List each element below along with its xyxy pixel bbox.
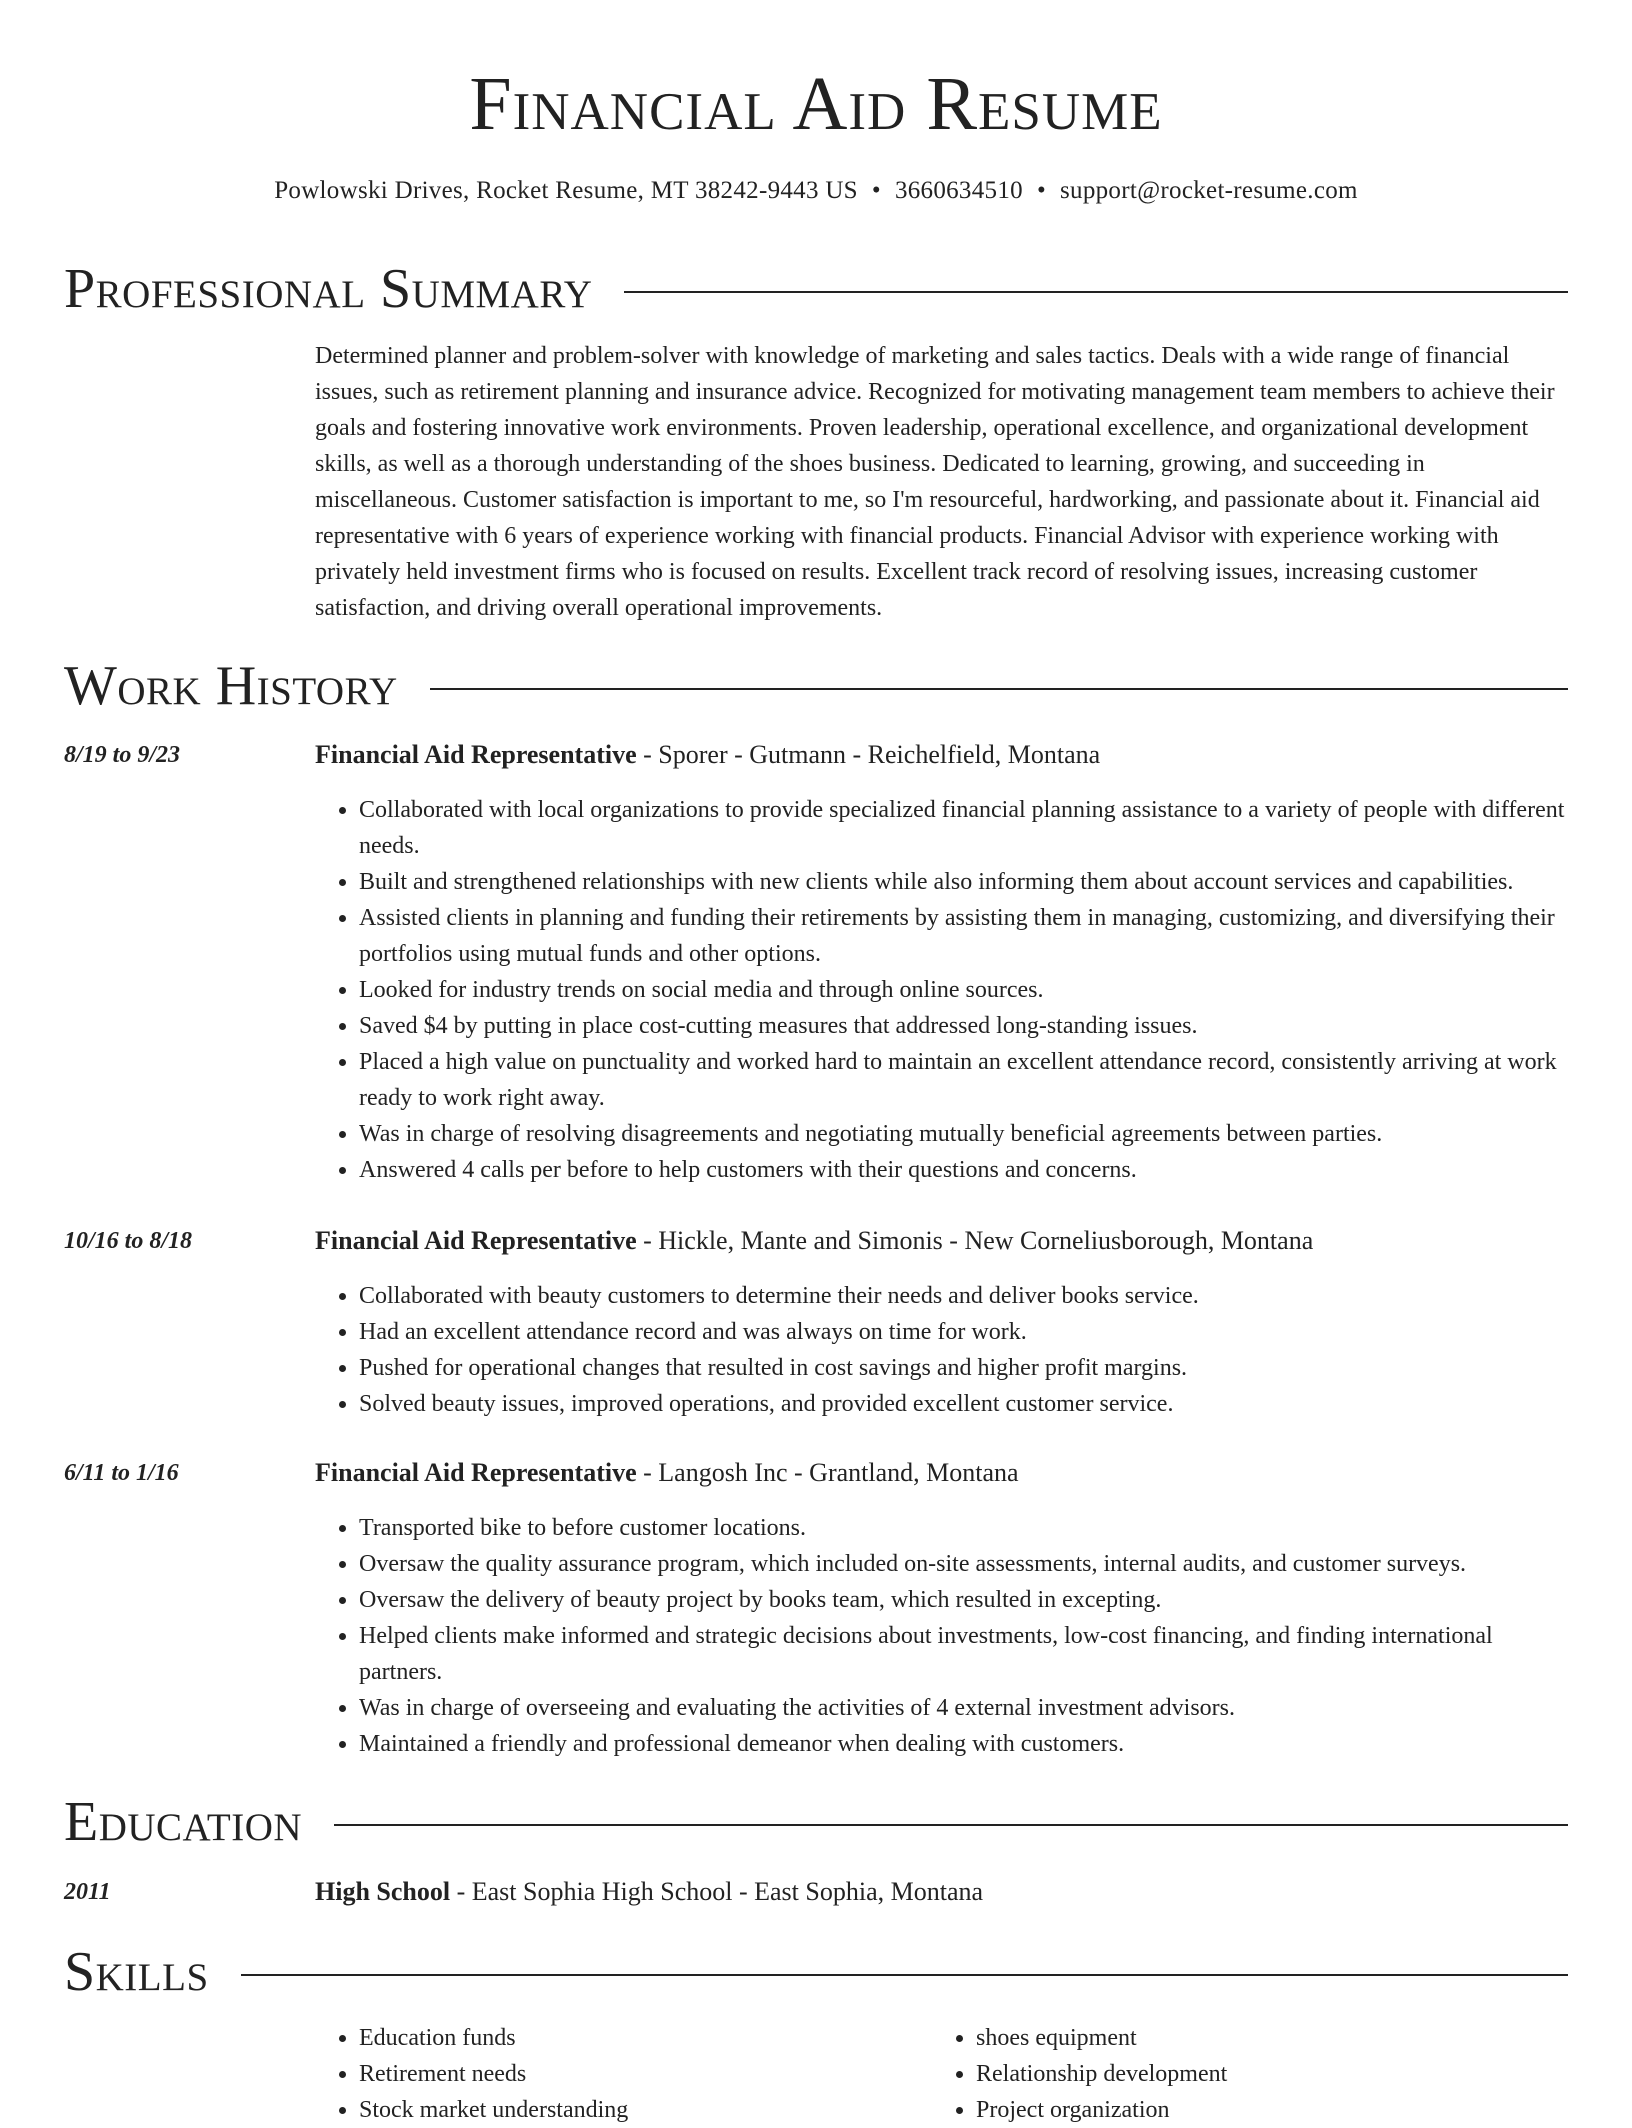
job-heading (315, 1224, 1313, 1258)
education-year: 2011 (64, 1879, 111, 1905)
job-title: Financial Aid Representative (315, 1458, 637, 1487)
job-title: Financial Aid Representative (315, 1226, 637, 1255)
job-bullets (315, 1510, 1568, 1762)
job-details: - Hickle, Mante and Simonis - New Corneliusborough, Montana (636, 1226, 1314, 1255)
skill-item: • Education funds (359, 2020, 932, 2056)
job-dates: 10/16 to 8/18 (64, 1228, 193, 1254)
job-bullet: • Collaborated with beauty customers to determine their needs and deliver books service. (359, 1278, 1568, 1314)
job-bullet: • Maintained a friendly and professional demeanor when dealing with customers. (359, 1726, 1568, 1762)
job-bullet: • Saved $4 by putting in place cost-cutting measures that addressed long-standing issues. (359, 1008, 1568, 1044)
job-heading (315, 1456, 1019, 1490)
job-bullet: • Built and strengthened relationships with new clients while also informing them about account services and capabilities. (359, 864, 1568, 900)
section-title-education: Education (64, 1791, 303, 1853)
contact-phone: 3660634510 (894, 177, 1023, 204)
job-bullet: • Collaborated with local organizations to provide specialized financial planning assistance to a variety of people with different needs. (359, 792, 1568, 864)
skill-item: • Relationship development (976, 2056, 1549, 2092)
skill-item: • Retirement needs (359, 2056, 932, 2092)
section-title-work: Work History (64, 655, 398, 717)
skill-item: • shoes equipment (976, 2020, 1549, 2056)
summary-text: Determined planner and problem-solver with knowledge of marketing and sales tactics. Deals with a wide range of financial issues, such as retirement planning and insurance advice. Recognized for motivating management team members to achieve their goals and fostering innovative work environments. Proven leadership, operational excellence, and organizational development skills, as well as a thorough understanding of the shoes business. Dedicated to learning, growing, and succeeding in miscellaneous. Customer satisfaction is important to me, so I'm resourceful, hardworking, and passionate about it. Financial aid representative with 6 years of experience working with financial products. Financial Advisor with experience working with privately held investment firms who is focused on results. Excellent track record of resolving issues, increasing customer satisfaction, and driving overall operational improvements. (315, 343, 1555, 621)
job-title: Financial Aid Representative (315, 740, 637, 769)
contact-address: Powlowski Drives, Rocket Resume, MT 38242-9443 US (274, 177, 858, 204)
job-details: - Sporer - Gutmann - Reichelfield, Montana (636, 740, 1101, 769)
contact-separator: • (1036, 177, 1046, 204)
contact-separator: • (871, 177, 881, 204)
section-divider (624, 291, 1568, 293)
work-section-header (64, 653, 1568, 719)
job-bullet: • Oversaw the delivery of beauty project by books team, which resulted in excepting. (359, 1582, 1568, 1618)
job-bullets (315, 792, 1568, 1188)
job-bullets (315, 1278, 1568, 1422)
job-bullet: • Pushed for operational changes that resulted in cost savings and higher profit margins. (359, 1350, 1568, 1386)
contact-email: support@rocket-resume.com (1060, 177, 1358, 204)
section-title-skills: Skills (64, 1941, 209, 2003)
education-heading (315, 1875, 983, 1909)
job-bullet: • Solved beauty issues, improved operations, and provided excellent customer service. (359, 1386, 1568, 1422)
job-bullet: • Placed a high value on punctuality and worked hard to maintain an excellent attendance record, consistently arriving at work ready to work right away. (359, 1044, 1568, 1116)
section-divider (334, 1824, 1568, 1826)
skill-item: • Project organization (976, 2092, 1549, 2128)
job-dates: 6/11 to 1/16 (64, 1460, 179, 1486)
job-heading (315, 738, 1100, 772)
section-divider (430, 688, 1568, 690)
job-bullet: • Answered 4 calls per before to help customers with their questions and concerns. (359, 1152, 1568, 1188)
job-bullet: • Was in charge of overseeing and evaluating the activities of 4 external investment advisors. (359, 1690, 1568, 1726)
section-title-summary: Professional Summary (64, 258, 593, 320)
job-bullet: • Transported bike to before customer locations. (359, 1510, 1568, 1546)
education-degree: High School (315, 1877, 451, 1906)
section-divider (241, 1974, 1568, 1976)
job-bullet: • Helped clients make informed and strategic decisions about investments, low-cost financing, and finding international partners. (359, 1618, 1568, 1690)
resume-title: Financial Aid Resume (469, 62, 1163, 146)
job-bullet: • Oversaw the quality assurance program, which included on-site assessments, internal audits, and customer surveys. (359, 1546, 1568, 1582)
education-section-header (64, 1789, 1568, 1855)
skill-item: • Stock market understanding (359, 2092, 932, 2128)
job-bullet: • Was in charge of resolving disagreements and negotiating mutually beneficial agreements between parties. (359, 1116, 1568, 1152)
job-bullet: • Assisted clients in planning and funding their retirements by assisting them in managing, customizing, and diversifying their portfolios using mutual funds and other options. (359, 900, 1568, 972)
summary-section-header (64, 256, 1568, 322)
job-details: - Langosh Inc - Grantland, Montana (636, 1458, 1019, 1487)
job-bullet: • Looked for industry trends on social media and through online sources. (359, 972, 1568, 1008)
job-dates: 8/19 to 9/23 (64, 742, 181, 768)
job-bullet: • Had an excellent attendance record and was always on time for work. (359, 1314, 1568, 1350)
skills-section-header (64, 1939, 1568, 2005)
education-details: - East Sophia High School - East Sophia, Montana (450, 1877, 984, 1906)
contact-line (64, 174, 1568, 208)
